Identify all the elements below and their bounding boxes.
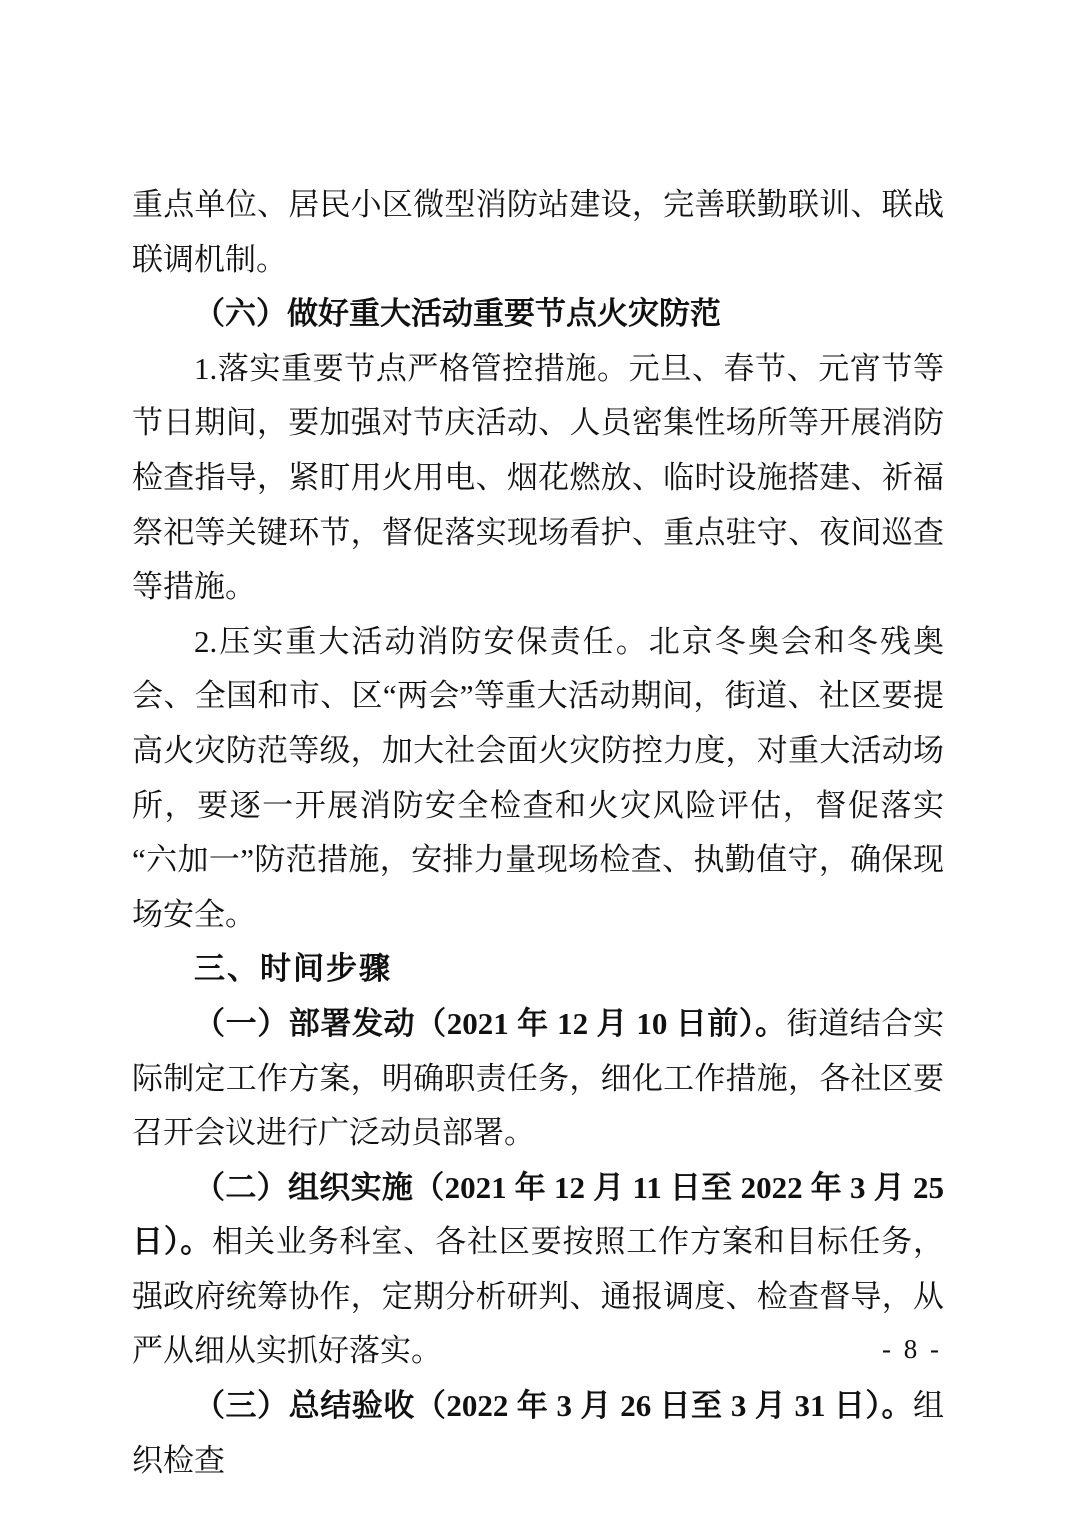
phase-2-title: （二）组织实施（2021 年 12 月 11 日至 2022 年 3 月 25 日）。 [132, 1169, 944, 1260]
paragraph-item-1: 1.落实重要节点严格管控措施。元旦、春节、元宵节等节日期间，要加强对节庆活动、人员密集性场所等开展消防检查指导，紧盯用火用电、烟花燃放、临时设施搭建、祈福祭祀等关键环节，督促落实现场看护、重点驻守、夜间巡查等措施。 [132, 350, 944, 605]
document-body [132, 178, 944, 1488]
section-heading-six: （六）做好重大活动重要节点火灾防范 [194, 296, 721, 332]
phase-1-body: 街道结合实际制定工作方案，明确职责任务，细化工作措施，各社区要召开会议进行广泛动员部署。 [132, 1005, 945, 1151]
phase-3-body: 组织检查 [132, 1388, 944, 1478]
section-heading-three-timeline: 三、时间步骤 [194, 951, 392, 987]
phase-1-title: （一）部署发动（2021 年 12 月 10 日前）。 [194, 1005, 787, 1041]
page-number: - 8 - [882, 1334, 942, 1364]
phase-2-body: 相关业务科室、各社区要按照工作方案和目标任务，强政府统筹协作，定期分析研判、通报调度、检查督导，从严从细从实抓好落实。 [132, 1224, 945, 1369]
paragraph-item-2: 2.压实重大活动消防安保责任。北京冬奥会和冬残奥会、全国和市、区“两会”等重大活动期间，街道、社区要提高火灾防范等级，加大社会面火灾防控力度，对重大活动场所，要逐一开展消防安全检查和火灾风险评估，督促落实“六加一”防范措施，安排力量现场检查、执勤值守，确保现场安全。 [132, 623, 944, 932]
paragraph-phase-2 [132, 1161, 944, 1379]
phase-3-title: （三）总结验收（2022 年 3 月 26 日至 3 月 31 日）。 [194, 1388, 913, 1424]
paragraph-phase-1 [132, 997, 944, 1161]
paragraph-phase-3 [132, 1379, 944, 1488]
paragraph-continuation: 重点单位、居民小区微型消防站建设，完善联勤联训、联战联调机制。 [132, 187, 944, 277]
